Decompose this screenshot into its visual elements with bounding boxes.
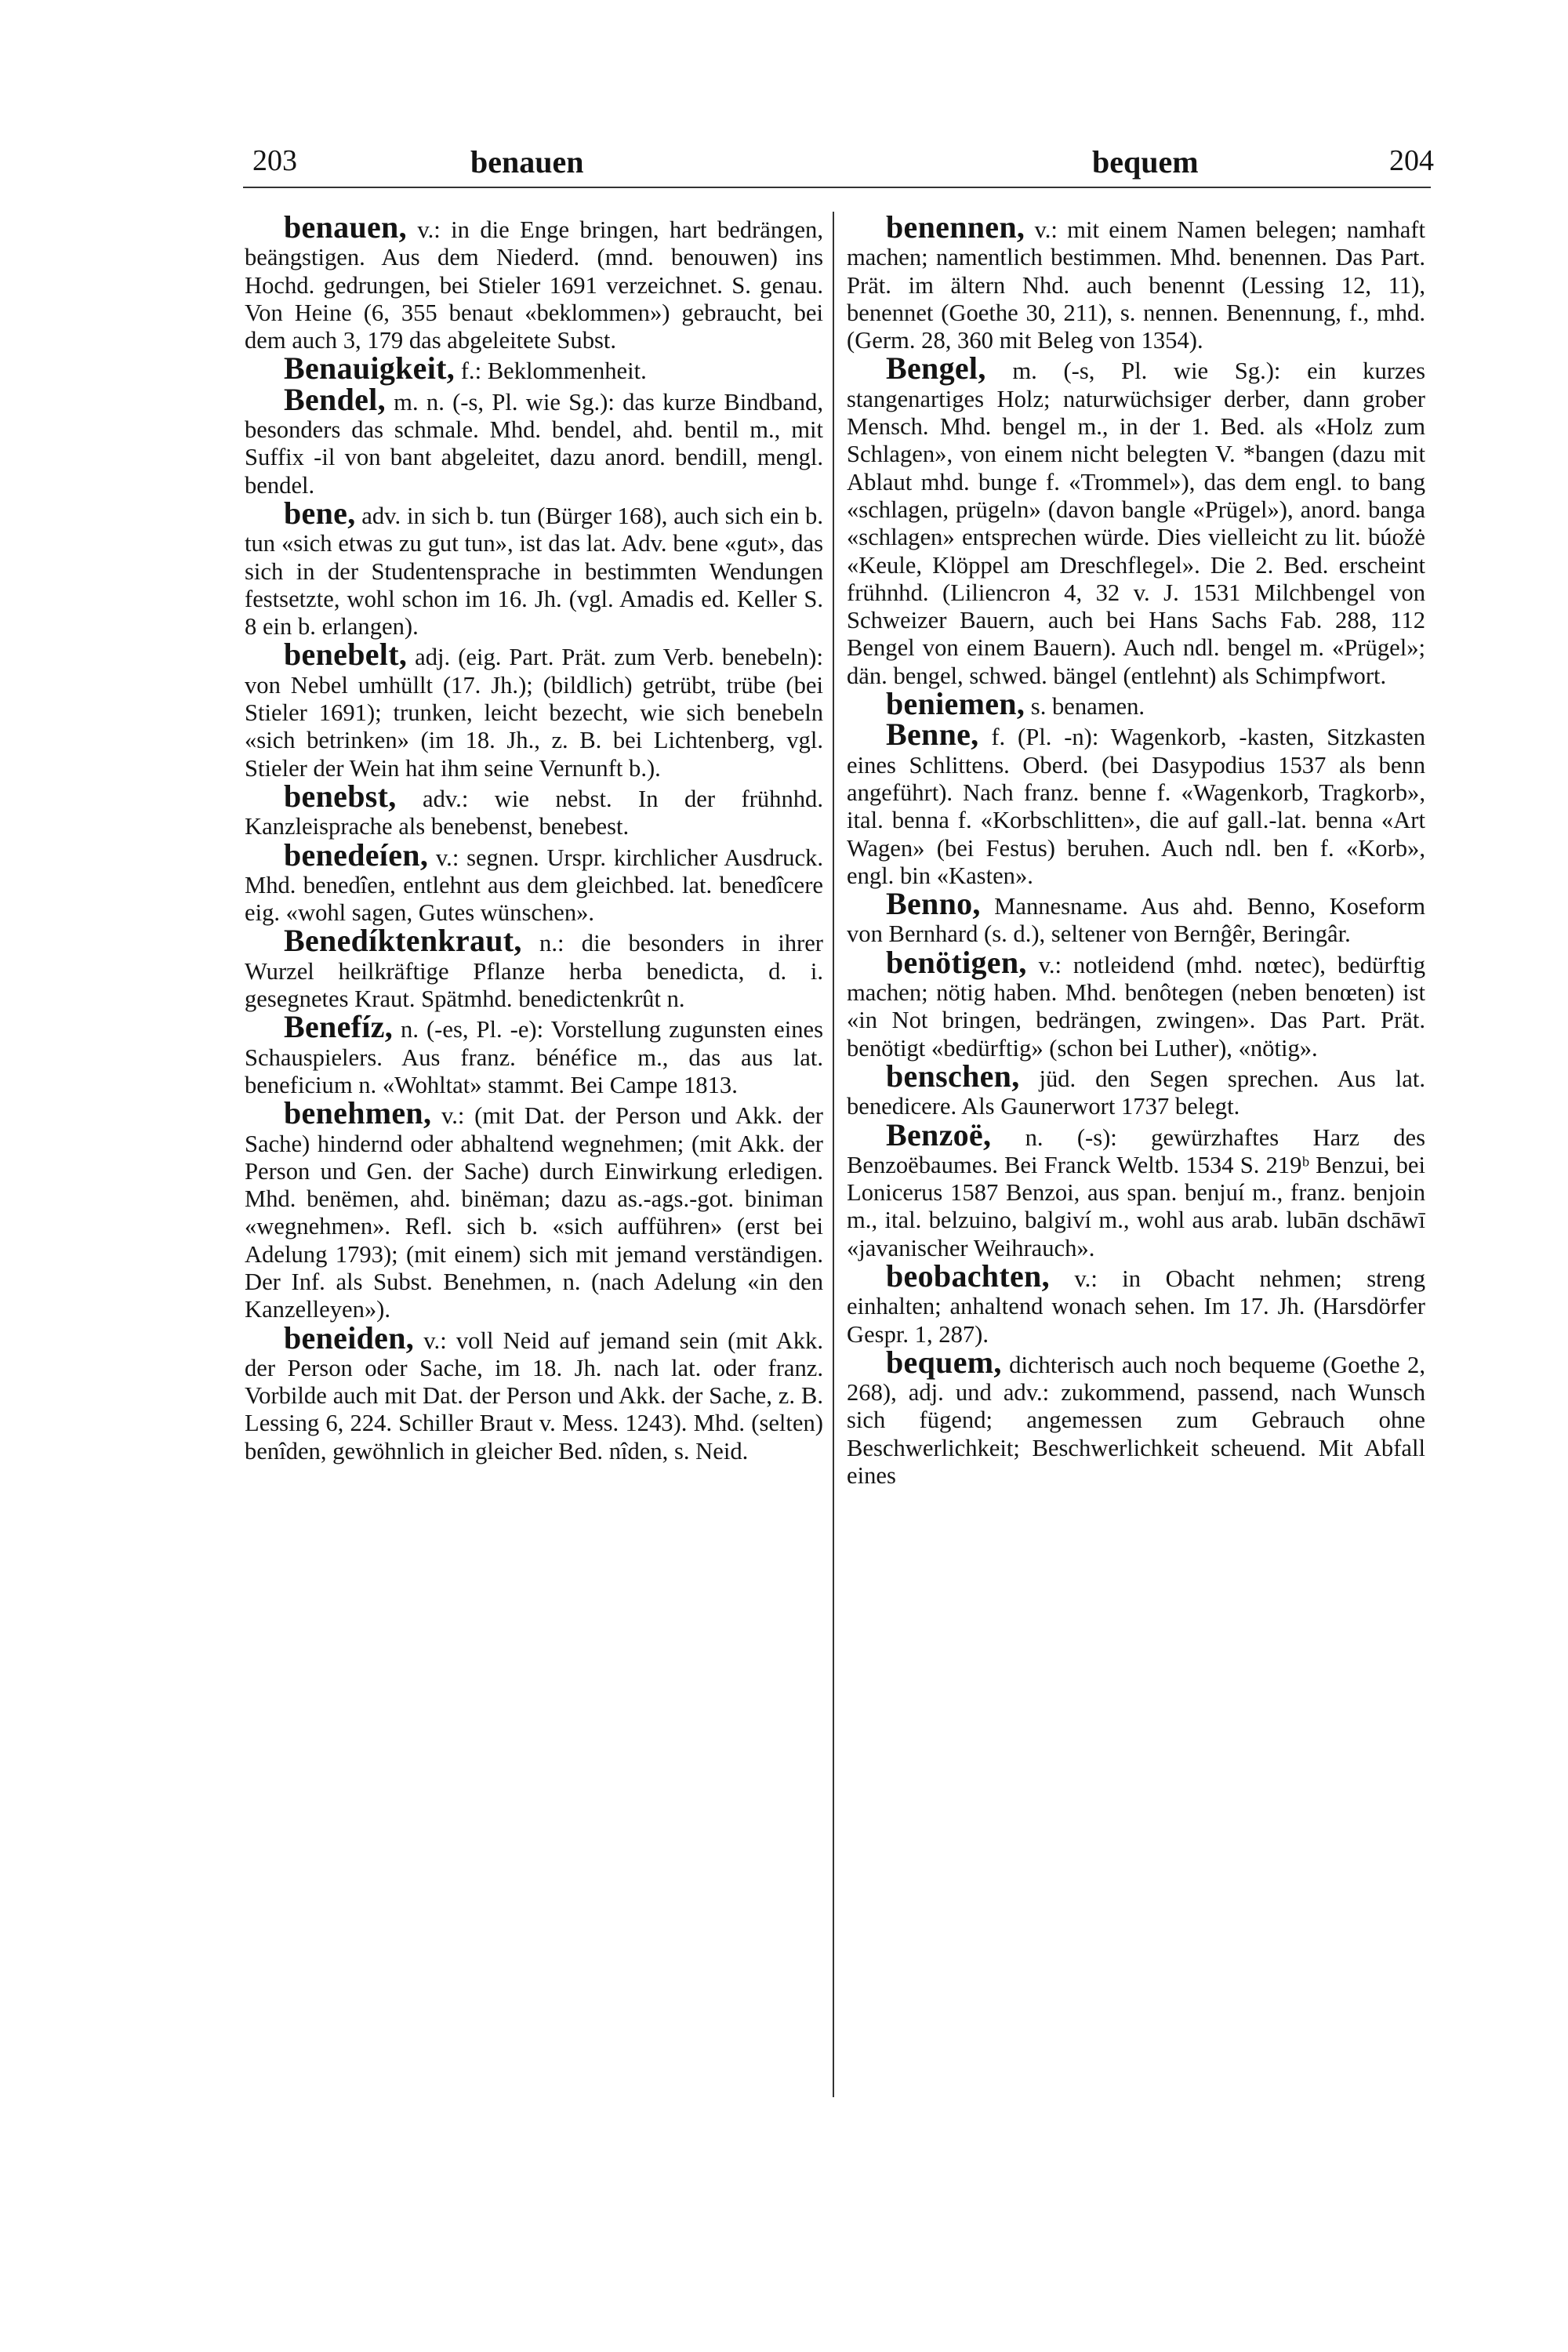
entry-text: f. (Pl. -n): Wagenkorb, -kasten, Sitzkasten eines Schlittens. Oberd. (bei Dasypodius 1537 als benn angeführt). Nach franz. benne f. «Wagenkorb, Tragkorb», ital. benna f. «Korbschlitten», die auf gall.-lat. benna «Art Wagen» (bei Festus) beruhen. Auch ndl. ben f. «Korb», engl. bin «Kasten». — [847, 724, 1425, 889]
headword: benauen, — [284, 213, 407, 245]
entry — [245, 495, 823, 641]
entry — [245, 213, 823, 354]
entry — [245, 778, 823, 841]
entry — [245, 837, 823, 927]
headword: Bendel, — [284, 381, 386, 417]
headword: Benefíz, — [284, 1009, 394, 1045]
entry — [847, 1058, 1425, 1121]
page-header — [0, 0, 1568, 204]
headword: Benedíktenkraut, — [284, 923, 522, 959]
entry-text: n. (-s): gewürzhaftes Harz des Benzoëbaumes. Bei Franck Weltb. 1534 S. 219ᵇ Benzui, bei Lonicerus 1587 Benzoi, aus span. benjuí m., franz. benjoin m., ital. belzuino, balgiví m., wohl aus arab. lubān dschāwī «javanischer Weihrauch». — [847, 1123, 1425, 1261]
entry-text: adj. (eig. Part. Prät. zum Verb. benebeln): von Nebel umhüllt (17. Jh.); (bildlich) getrübt, trübe (bei Stieler 1691); trunken, leicht bezecht, wie sich benebeln «sich betrinken» (im 18. Jh., z. B. bei Lichtenberg, vgl. Stieler der Wein hat ihm seine Vernunft b.). — [245, 644, 823, 782]
page-number-left: 203 — [252, 144, 297, 177]
entry-text: s. benamen. — [1025, 693, 1145, 720]
entry-text: m. (-s, Pl. wie Sg.): ein kurzes stangenartiges Holz; naturwüchsiger derber, dann grober Mensch. Mhd. bengel m., in der 1. Bed. als «Holz zum Schlagen», von einem nicht belegten V. *bangen (dazu mit Ablaut mhd. bunge f. «Trommel»), das dem engl. to bang «schlagen, prügeln» (davon bangle «Prügel»), anord. banga «schlagen» entsprechen würde. Dies vielleicht zu lit. búožė «Keule, Klöppel am Dreschflegel». Die 2. Bed. erscheint frühnhd. (Liliencron 4, 32 v. J. 1531 Milchbengel von Schweizer Bauern, auch bei Hans Sachs Fab. 288, 112 Bengel von einem Bauern). Auch ndl. bengel m. «Prügel»; dän. bengel, schwed. bängel (entlehnt) als Schimpfwort. — [847, 358, 1425, 689]
entry-text: adv.: wie nebst. In der frühnhd. Kanzleisprache als benebenst, benebest. — [245, 785, 823, 840]
catchword-left: benauen — [470, 144, 584, 180]
entry-text: n.: die besonders in ihrer Wurzel heilkräftige Pflanze herba benedicta, d. i. gesegnetes Kraut. Spätmhd. benedictenkrût n. — [245, 930, 823, 1013]
headword: benennen, — [886, 213, 1025, 245]
headword: benebst, — [284, 778, 397, 814]
entry — [847, 1344, 1425, 1490]
headword: benebelt, — [284, 637, 408, 673]
headword: beniemen, — [886, 686, 1025, 722]
entry-text: m. n. (-s, Pl. wie Sg.): das kurze Bindband, besonders das schmale. Mhd. bendel, ahd. bentil m., mit Suffix -il von bant abgeleitet, dazu anord. bendill, mengl. bendel. — [245, 388, 823, 499]
entry — [847, 350, 1425, 690]
headword: Benne, — [886, 717, 979, 753]
headword: benedeíen, — [284, 837, 429, 873]
left-column — [245, 213, 823, 2095]
headword: bequem, — [886, 1344, 1002, 1380]
entry-text: v.: notleidend (mhd. nœtec), bedürftig machen; nötig haben. Mhd. benôtegen (neben benœten) ist «in Not bringen, bedrängen, zwingen». Das Part. Prät. benötigt «bedürftig» (schon bei Luther), «nötig». — [847, 951, 1425, 1062]
entry-text: adv. in sich b. tun (Bürger 168), auch sich ein b. tun «sich etwas zu gut tun», ist das lat. Adv. bene «gut», das sich in der Studentensprache in bestimmten Wendungen festsetzte, wohl schon im 16. Jh. (vgl. Amadis ed. Keller S. 8 ein b. erlangen). — [245, 502, 823, 641]
entry — [245, 637, 823, 782]
entry — [847, 944, 1425, 1062]
entry-text: v.: voll Neid auf jemand sein (mit Akk. der Person oder Sache, im 18. Jh. nach lat. oder franz. Vorbilde auch mit Dat. der Person und Akk. der Sache, z. B. Lessing 6, 224. Schiller Braut v. Mess. 1243). Mhd. (selten) benîden, gewöhnlich in gleicher Bed. nîden, s. Neid. — [245, 1327, 823, 1465]
entry-text: v.: mit einem Namen belegen; namhaft machen; namentlich bestimmen. Mhd. benennen. Das Part. Prät. im ältern Nhd. auch benennt (Lessing 12, 11), benennet (Goethe 30, 211), s. nennen. Benennung, f., mhd. (Germ. 28, 360 mit Beleg von 1354). — [847, 216, 1425, 354]
column-divider — [833, 212, 834, 2097]
headword: benötigen, — [886, 944, 1027, 980]
entry — [245, 1095, 823, 1323]
entry — [847, 886, 1425, 949]
entry-text: dichterisch auch noch bequeme (Goethe 2, 268), adj. und adv.: zukommend, passend, nach Wunsch sich fügend; angemessen zum Gebrauch ohne Beschwerlichkeit; Beschwerlichkeit scheuend. Mit Abfall eines — [847, 1351, 1425, 1490]
headword: Bengel, — [886, 350, 986, 387]
entry-text: v.: segnen. Urspr. kirchlicher Ausdruck. Mhd. benedîen, entlehnt aus dem gleichbed. lat. benedîcere eig. «wohl sagen, Gutes wünschen». — [245, 844, 823, 927]
right-column — [847, 213, 1425, 2095]
headword: Benauigkeit, — [284, 350, 456, 387]
entry-text: v.: (mit Dat. der Person und Akk. der Sache) hindernd oder abhaltend wegnehmen; (mit Akk. der Person und Gen. der Sache) durch Einwirkung erledigen. Mhd. benëmen, ahd. binëman; dazu as.-ags.-got. biniman «wegnehmen». Refl. sich b. «sich aufführen» (erst bei Adelung 1793); (mit einem) sich mit jemand verständigen. Der Inf. als Subst. Benehmen, n. (nach Adelung «in den Kanzelleyen»). — [245, 1102, 823, 1323]
entry-text: jüd. den Segen sprechen. Aus lat. benedicere. Als Gaunerwort 1737 belegt. — [847, 1065, 1425, 1120]
entry — [847, 213, 1425, 354]
entry-text: v.: in die Enge bringen, hart bedrängen, beängstigen. Aus dem Niederd. (mnd. benouwen) ins Hochd. gedrungen, bei Stieler 1691 verzeichnet. S. genau. Von Heine (6, 355 benaut «beklommen») gebraucht, bei dem auch 3, 179 das abgeleitete Subst. — [245, 216, 823, 354]
entry — [245, 923, 823, 1013]
entry — [847, 717, 1425, 890]
entry — [847, 1116, 1425, 1262]
headword: beobachten, — [886, 1258, 1050, 1294]
headword: Benzoë, — [886, 1116, 992, 1152]
entry — [245, 1009, 823, 1099]
entry-text: v.: in Obacht nehmen; streng einhalten; anhaltend wonach sehen. Im 17. Jh. (Harsdörfer Gespr. 1, 287). — [847, 1265, 1425, 1348]
entry — [245, 1319, 823, 1465]
header-rule — [243, 187, 1431, 188]
headword: beneiden, — [284, 1319, 415, 1356]
headword: benehmen, — [284, 1095, 432, 1131]
entry-text: f.: Beklommenheit. — [455, 358, 647, 385]
entry — [245, 381, 823, 499]
headword: bene, — [284, 495, 356, 531]
entry-text: Mannesname. Aus ahd. Benno, Koseform von Bernhard (s. d.), seltener von Bernĝêr, Beringâr. — [847, 893, 1425, 948]
headword: Benno, — [886, 886, 981, 922]
page-number-right: 204 — [1389, 144, 1434, 177]
catchword-right: bequem — [1092, 144, 1199, 180]
entry-text: n. (-es, Pl. -e): Vorstellung zugunsten eines Schauspielers. Aus franz. bénéfice m., das aus lat. beneficium n. «Wohltat» stammt. Bei Campe 1813. — [245, 1016, 823, 1098]
entry — [847, 1258, 1425, 1348]
headword: benschen, — [886, 1058, 1020, 1094]
